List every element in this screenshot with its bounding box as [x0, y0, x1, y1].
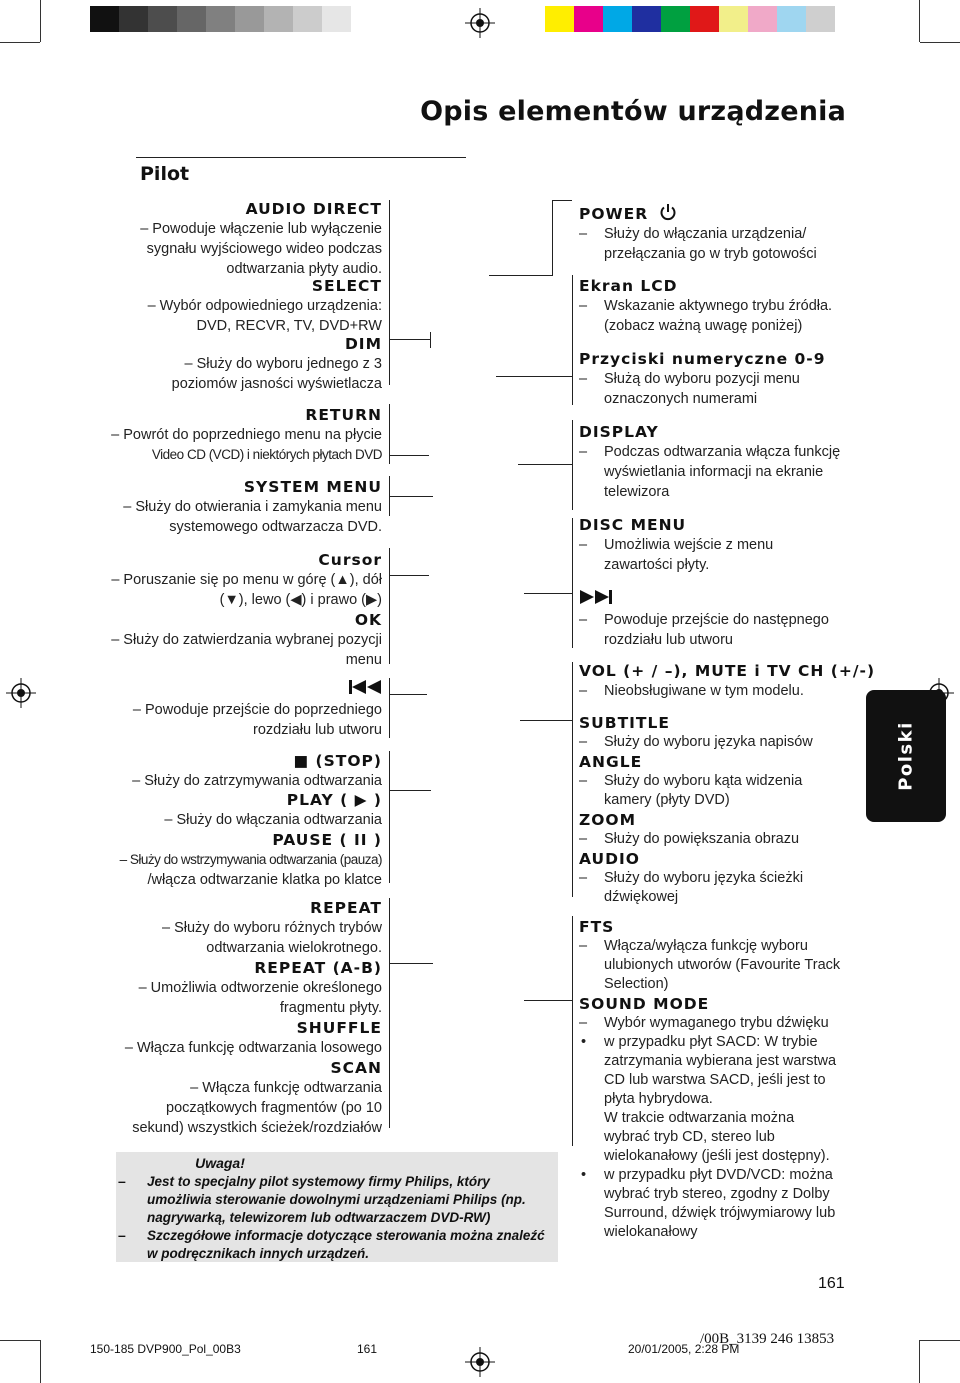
note-text: w podręcznikach innych urządzeń.: [147, 1246, 370, 1261]
ok-text: – Służy do zatwierdzania wybranej pozycji: [111, 632, 382, 648]
color-swatch: [719, 6, 748, 32]
power-heading-text: POWER: [579, 205, 649, 223]
connector-line: [389, 455, 429, 456]
gray-swatch: [119, 6, 148, 32]
zoom-text: – Służy do powiększania obrazu: [579, 830, 813, 849]
crop-mark: [40, 0, 41, 42]
audio-heading: AUDIO: [579, 850, 640, 868]
connector-line: [389, 200, 390, 385]
color-swatch: [574, 6, 603, 32]
system-menu-heading: SYSTEM MENU: [243, 478, 382, 496]
play-heading-text: ): [373, 791, 382, 809]
select-text: DVD, RECVR, TV, DVD+RW: [196, 318, 382, 334]
shuffle-text: – Włącza funkcję odtwarzania losowego: [124, 1040, 382, 1056]
connector-line: [430, 332, 431, 348]
play-icon: ▶: [354, 791, 368, 809]
dim-heading: DIM: [344, 335, 382, 353]
gray-swatch: [148, 6, 177, 32]
cursor-text: [111, 570, 382, 590]
numeric-text: oznaczonych numerami: [604, 391, 758, 407]
connector-line: [572, 275, 573, 405]
connector-line: [518, 464, 572, 465]
connector-line: [572, 420, 573, 510]
connector-line: [572, 916, 573, 1146]
lcd-text: (zobacz ważną uwagę poniżej): [604, 318, 803, 334]
connector-line: [389, 548, 390, 664]
gray-swatch: [235, 6, 264, 32]
note-bullet: –: [118, 1173, 126, 1189]
scan-text: sekund) wszystkich ścieżek/rozdziałów: [132, 1120, 382, 1136]
power-text: – Służy do włączania urządzenia/: [579, 224, 817, 244]
numeric-heading: Przyciski numeryczne 0-9: [579, 350, 826, 368]
sound-mode-text: wybrać tryb stereo, zgodny z Dolby: [604, 1186, 830, 1202]
angle-text: – Służy do wyboru kąta widzenia: [579, 772, 813, 791]
color-swatch: [806, 6, 835, 32]
cursor-text-part: ): [377, 592, 382, 608]
sound-mode-text: wielokanałowy (jeśli jest dostępny).: [604, 1148, 830, 1164]
language-tab-label: Polski: [895, 721, 917, 791]
sound-mode-heading: SOUND MODE: [579, 995, 710, 1013]
power-icon: [659, 203, 677, 221]
registration-mark-icon: [465, 8, 495, 38]
repeat-ab-heading: REPEAT (A-B): [254, 959, 382, 977]
next-text: – Powoduje przejście do następnego: [579, 610, 829, 630]
disc-menu-text: – Umożliwia wejście z menu: [579, 535, 773, 555]
gray-swatch: [90, 6, 119, 32]
select-text: – Wybór odpowiedniego urządzenia:: [147, 298, 382, 314]
system-menu-text: systemowego odtwarzacza DVD.: [169, 519, 382, 535]
dim-block: [172, 334, 382, 394]
audio-direct-block: [140, 199, 382, 279]
note-text: umożliwia sterowanie dowolnymi urządzeniami Philips (np.: [147, 1192, 526, 1207]
crop-mark: [40, 1340, 41, 1383]
note-text: nagrywarką, telewizorem lub odtwarzaczem DVD-RW): [147, 1210, 491, 1225]
connector-line: [552, 200, 572, 201]
connector-line: [524, 1000, 572, 1001]
connector-line: [572, 518, 573, 648]
previous-heading: [133, 678, 382, 700]
select-block: [148, 276, 382, 336]
next-heading: [579, 588, 829, 610]
sound-mode-text: – Wybór wymaganego trybu dźwięku: [579, 1014, 840, 1033]
gray-swatch: [177, 6, 206, 32]
gray-swatch: [206, 6, 235, 32]
system-menu-text: – Służy do otwierania i zamykania menu: [123, 499, 382, 515]
transport-block: [120, 751, 382, 890]
disc-menu-block: [579, 515, 773, 575]
audio-direct-heading: AUDIO DIRECT: [245, 200, 382, 218]
sound-mode-text: wielokanałowy: [604, 1224, 698, 1240]
connector-line: [389, 496, 433, 497]
ok-text: menu: [345, 652, 382, 668]
note-text: Jest to specjalny pilot systemowy firmy Philips, który: [147, 1174, 490, 1189]
audio-text: – Służy do wyboru języka ścieżki: [579, 869, 813, 888]
page-number: 161: [818, 1275, 845, 1292]
ok-heading: OK: [354, 611, 382, 629]
footer-date: 20/01/2005, 2:28 PM: [628, 1342, 740, 1356]
disc-menu-heading: DISC MENU: [579, 516, 687, 534]
audio-direct-text: – Powoduje włączenie lub wyłączenie: [140, 221, 382, 237]
display-text: wyświetlania informacji na ekranie: [604, 464, 824, 480]
color-swatch: [632, 6, 661, 32]
crop-mark: [0, 42, 40, 43]
connector-line: [520, 720, 572, 721]
disc-menu-text: zawartości płyty.: [604, 557, 710, 573]
connector-line: [552, 200, 553, 276]
vol-heading: VOL (+ / –), MUTE i TV CH (+/-): [579, 662, 876, 680]
power-text: przełączania go w tryb gotowości: [604, 246, 817, 262]
angle-heading: ANGLE: [579, 753, 643, 771]
scan-text: – Włącza funkcję odtwarzania: [190, 1080, 382, 1096]
color-swatch: [748, 6, 777, 32]
play-heading: [120, 790, 382, 810]
repeat-text: – Służy do wyboru różnych trybów: [161, 920, 382, 936]
fts-text: – Włącza/wyłącza funkcję wyboru: [579, 937, 840, 956]
gray-swatch: [264, 6, 293, 32]
audio-direct-text: sygnału wyjściowego wideo podczas: [146, 241, 382, 257]
pause-text: – Służy do wstrzymywania odtwarzania (pauza): [119, 852, 382, 867]
cursor-text-part: (: [219, 592, 225, 608]
select-heading: SELECT: [311, 277, 382, 295]
sound-mode-bullet: • w przypadku płyt DVD/VCD: można: [579, 1166, 840, 1185]
cursor-text-part: ) i prawo (: [301, 592, 366, 608]
pause-text: /włącza odtwarzanie klatka po klatce: [147, 872, 382, 888]
next-chapter-icon: [579, 589, 613, 605]
stop-heading-text: (STOP): [315, 752, 382, 770]
connector-line: [489, 275, 553, 276]
connector-line: [524, 593, 572, 594]
right-arrow-icon: ▶: [366, 592, 378, 608]
dim-text: poziomów jasności wyświetlacza: [171, 376, 382, 392]
return-text: – Powrót do poprzedniego menu na płycie: [111, 427, 382, 443]
system-menu-block: [123, 477, 382, 537]
audio-text: dźwiękowej: [604, 889, 679, 905]
crop-mark: [0, 1340, 40, 1341]
connector-line: [496, 376, 572, 377]
repeat-ab-text: – Umożliwia odtworzenie określonego: [138, 980, 382, 996]
lcd-text: – Wskazanie aktywnego trybu źródła.: [579, 296, 832, 316]
crop-mark: [920, 42, 960, 43]
subtitle-text: – Służy do wyboru języka napisów: [579, 733, 813, 752]
cursor-text-part: ), dół: [349, 572, 382, 588]
subtitle-block: [579, 713, 813, 907]
section-title: Pilot: [140, 163, 190, 185]
zoom-heading: ZOOM: [579, 811, 637, 829]
cursor-heading: Cursor: [318, 551, 382, 569]
power-block: [579, 203, 817, 264]
footer-file: 150-185 DVP900_Pol_00B3: [90, 1342, 241, 1356]
vol-text: – Nieobsługiwane w tym modelu.: [579, 681, 875, 701]
display-text: – Podczas odtwarzania włącza funkcję: [579, 442, 840, 462]
return-block: [111, 405, 382, 465]
color-swatch-strip: [545, 6, 835, 32]
audio-direct-text: odtwarzania płyty audio.: [226, 261, 382, 277]
note-bullet: –: [118, 1227, 126, 1243]
scan-text: początkowych fragmentów (po 10: [166, 1100, 382, 1116]
lcd-heading: Ekran LCD: [579, 277, 678, 295]
angle-text: kamery (płyty DVD): [604, 792, 730, 808]
sound-mode-text: płyta hybrydowa.: [604, 1091, 713, 1107]
repeat-ab-text: fragmentu płyty.: [279, 1000, 382, 1016]
subtitle-heading: SUBTITLE: [579, 714, 670, 732]
cursor-block: [111, 550, 382, 670]
left-arrow-icon: ◀: [290, 592, 302, 608]
power-heading: [579, 203, 817, 224]
cursor-text: [111, 590, 382, 610]
sound-mode-text: CD lub warstwa SACD, jeśli jest to: [604, 1072, 826, 1088]
next-text: rozdziału lub utworu: [604, 632, 733, 648]
fts-heading: FTS: [579, 918, 615, 936]
connector-line: [389, 678, 390, 738]
previous-text: rozdziału lub utworu: [253, 722, 382, 738]
previous-chapter-icon: [348, 679, 382, 695]
stop-text: – Służy do zatrzymywania odtwarzania: [132, 773, 382, 789]
return-text: Video CD (VCD) i niektórych płytach DVD: [151, 447, 382, 462]
fts-block: [579, 917, 840, 1242]
gray-swatch: [293, 6, 322, 32]
lcd-block: [579, 276, 832, 336]
previous-block: [133, 678, 382, 740]
scan-heading: SCAN: [330, 1059, 382, 1077]
display-block: [579, 422, 840, 502]
dim-text: – Służy do wyboru jednego z 3: [184, 356, 382, 372]
crop-mark: [920, 1340, 960, 1341]
repeat-heading: REPEAT: [310, 899, 382, 917]
sound-mode-text: wybrać tryb CD, stereo lub: [604, 1129, 775, 1145]
repeat-block: [125, 898, 382, 1138]
gray-swatch-strip: [90, 6, 380, 32]
display-text: telewizora: [604, 484, 670, 500]
play-text: – Służy do włączania odtwarzania: [164, 812, 382, 828]
fts-text: ulubionych utworów (Favourite Track: [604, 957, 841, 973]
registration-mark-icon: [465, 1347, 495, 1377]
previous-text: – Powoduje przejście do poprzedniego: [132, 702, 382, 718]
sound-mode-bullet: • w przypadku płyt SACD: W trybie: [579, 1033, 840, 1052]
stop-icon: ■: [293, 752, 316, 770]
connector-line: [389, 898, 390, 1128]
connector-line: [389, 751, 390, 883]
color-swatch: [603, 6, 632, 32]
connector-line: [572, 662, 573, 897]
crop-mark: [919, 0, 920, 42]
cursor-text-part: – Poruszanie się po menu w górę (: [111, 572, 336, 588]
note-title: Uwaga!: [195, 1155, 245, 1171]
gray-swatch: [322, 6, 351, 32]
play-heading-text: PLAY (: [286, 791, 349, 809]
return-heading: RETURN: [305, 406, 382, 424]
display-heading: DISPLAY: [579, 423, 659, 441]
down-arrow-icon: ▼: [224, 592, 239, 608]
color-swatch: [661, 6, 690, 32]
gray-swatch: [351, 6, 380, 32]
fts-text: Selection): [604, 976, 669, 992]
crop-mark: [919, 1340, 920, 1383]
pause-heading: PAUSE ( II ): [272, 831, 382, 849]
language-tab: [866, 690, 946, 822]
cursor-text-part: ), lewo (: [238, 592, 291, 608]
footer-code: /00B_3139 246 13853: [700, 1331, 835, 1347]
color-swatch: [545, 6, 574, 32]
sound-mode-text: W trakcie odtwarzania można: [604, 1110, 795, 1126]
page-title: Opis elementów urządzenia: [420, 96, 846, 127]
connector-line: [389, 575, 429, 576]
shuffle-heading: SHUFFLE: [296, 1019, 382, 1037]
note-text: Szczegółowe informacje dotyczące sterowania można znaleźć: [147, 1228, 545, 1243]
connector-line: [389, 694, 427, 695]
registration-mark-icon: [6, 678, 36, 708]
connector-line: [389, 963, 433, 964]
color-swatch: [690, 6, 719, 32]
sound-mode-text: zatrzymania wybierana jest warstwa: [604, 1053, 837, 1069]
stop-heading: [120, 751, 382, 771]
numeric-block: [579, 349, 826, 409]
next-block: [579, 588, 829, 650]
vol-block: [579, 661, 875, 701]
numeric-text: – Służą do wyboru pozycji menu: [579, 369, 826, 389]
connector-line: [389, 790, 431, 791]
sound-mode-text: Surround, dźwięk trójwymiarowy lub: [604, 1205, 836, 1221]
up-arrow-icon: ▲: [335, 572, 350, 588]
color-swatch: [777, 6, 806, 32]
footer-page: 161: [357, 1342, 378, 1356]
section-divider: [136, 157, 466, 158]
connector-line: [389, 339, 431, 340]
repeat-text: odtwarzania wielokrotnego.: [206, 940, 382, 956]
